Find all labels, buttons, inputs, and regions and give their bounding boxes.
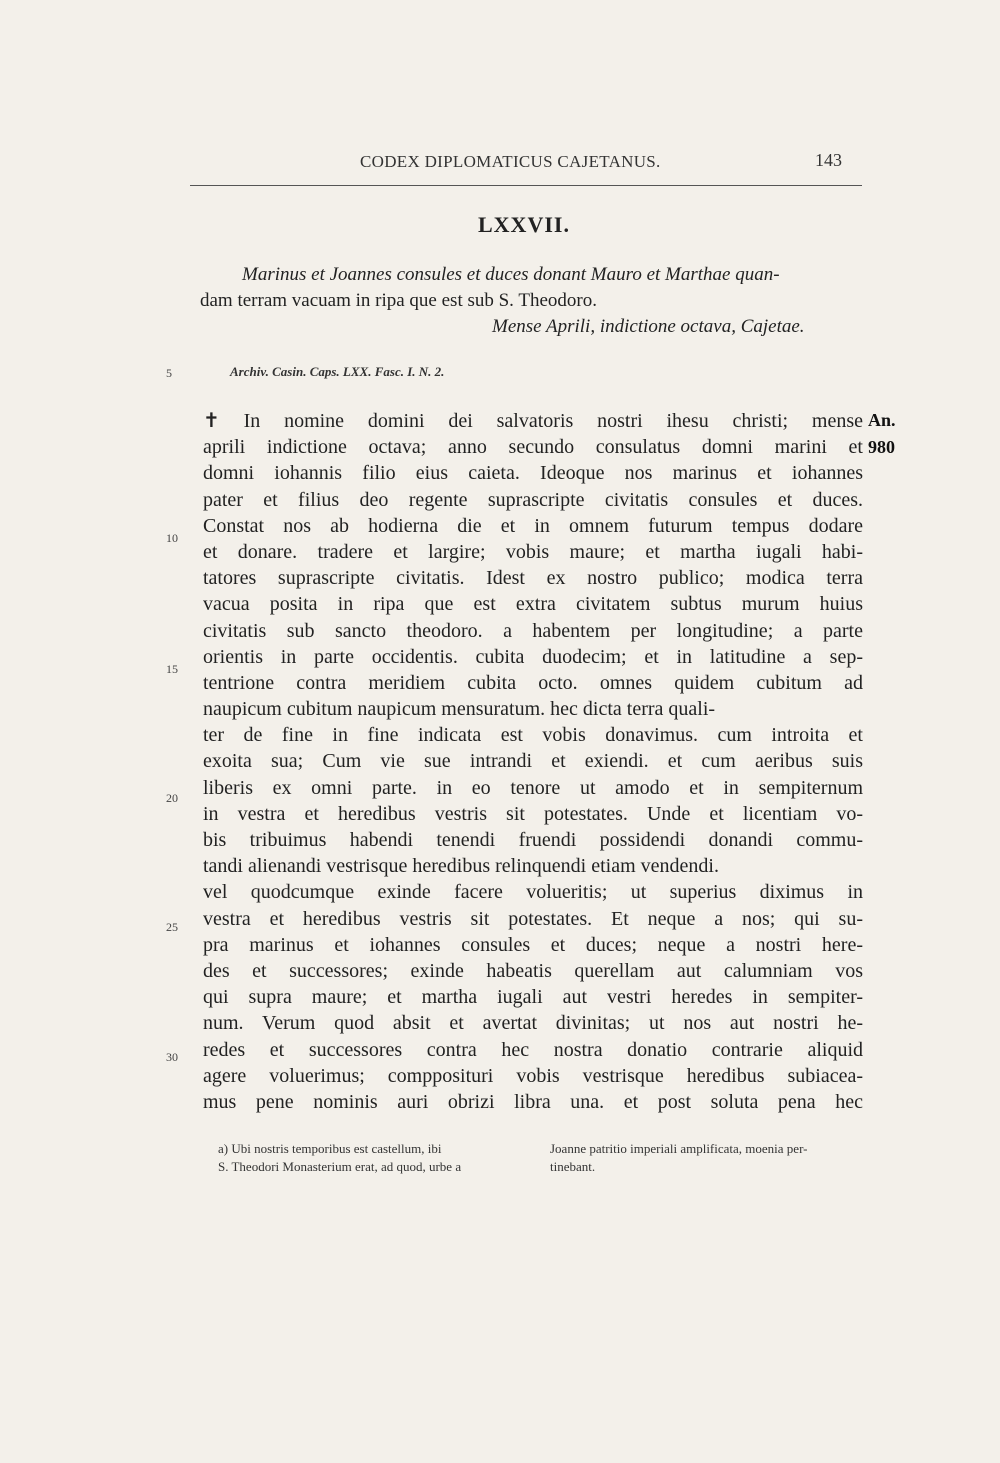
body-line: tandi alienandi vestrisque heredibus relinquendi etiam vendendi. [203,855,719,878]
document-summary [200,262,840,340]
footnote-right [550,1140,865,1176]
body-line: agere voluerimus; compposituri vobis vestrisque heredibus subiacea- [203,1064,863,1087]
margin-note-year: 980 [868,437,895,457]
body-line: domni iohannis filio eius caieta. Ideoque nos marinus et iohannes [203,462,863,485]
footnote-left [218,1140,528,1176]
summary-line: dam terram vacuam in ripa que est sub S. Theodoro. [200,290,597,311]
line-number: 10 [166,531,178,545]
body-line: des et successores; exinde habeatis querellam aut calumniam vos [203,959,863,982]
body-line: ✝ In nomine domini dei salvatoris nostri ihesu christi; mense [203,410,863,432]
body-line: Constat nos ab hodierna die et in omnem futurum tempus dodare [203,514,863,537]
body-line: mus pene nominis auri obrizi libra una. et post soluta pena hec [203,1090,863,1113]
line-number: 20 [166,791,178,805]
footnote-line: tinebant. [550,1159,596,1174]
body-line: redes et successores contra hec nostra donatio contrarie aliquid [203,1038,863,1061]
body-line: exoita sua; Cum vie sue intrandi et exiendi. et cum aeribus suis [203,750,863,773]
body-line: vestra et heredibus vestris sit potestates. Et neque a nos; qui su- [203,907,863,930]
body-line: et donare. tradere et largire; vobis maure; et martha iugali habi- [203,540,863,563]
body-line: tatores suprascripte civitatis. Idest ex nostro publico; modica terra [203,567,863,590]
line-number: 15 [166,662,178,676]
body-line: num. Verum quod absit et avertat divinitas; ut nos aut nostri he- [203,1012,863,1035]
body-line: aprili indictione octava; anno secundo consulatus domni marini et [203,436,863,459]
line-number: 25 [166,920,178,934]
body-line: civitatis sub sancto theodoro. a habentem per longitudine; a parte [203,619,863,642]
body-line: vacua posita in ripa que est extra civitatem subtus murum huius [203,593,863,616]
body-line: orientis in parte occidentis. cubita duodecim; et in latitudine a sep- [203,645,863,668]
page-number: 143 [815,150,842,170]
line-number: 5 [166,366,172,380]
summary-line-date: Mense Aprili, indictione octava, Cajetae. [492,316,805,337]
body-line: bis tribuimus habendi tenendi fruendi possidendi donandi commu- [203,829,863,851]
body-line: tentrione contra meridiem cubita octo. omnes quidem cubitum ad [203,671,863,694]
document-body [203,408,863,1115]
body-line: naupicum cubitum naupicum mensuratum. hec dicta terra quali- [203,698,716,721]
document-number: LXXVII. [478,212,570,237]
body-line: pater et filius deo regente suprascripte civitatis consules et duces. [203,488,863,511]
body-line: ter de fine in fine indicata est vobis donavimus. cum introita et [203,724,863,747]
body-line: pra marinus et iohannes consules et duces; neque a nostri here- [203,933,863,956]
header-rule [190,185,862,186]
running-header-title: CODEX DIPLOMATICUS CAJETANUS. [360,152,661,171]
body-line: liberis ex omni parte. in eo tenore ut amodo et in sempiternum [203,776,863,799]
body-line: in vestra et heredibus vestris sit potestates. Unde et licentiam vo- [203,802,863,825]
body-line: vel quodcumque exinde facere volueritis; ut superius diximus in [203,881,863,904]
footnote-line: Joanne patritio imperiali amplificata, moenia per- [550,1141,808,1156]
summary-line: Marinus et Joannes consules et duces donant Mauro et Marthae quan- [242,264,780,285]
archive-reference: Archiv. Casin. Caps. LXX. Fasc. I. N. 2. [230,364,445,379]
margin-note-anno: An. [868,410,896,430]
line-number: 30 [166,1050,178,1064]
footnote-line: S. Theodori Monasterium erat, ad quod, urbe a [218,1159,462,1174]
body-line: qui supra maure; et martha iugali aut vestri heredes in sempiter- [203,986,863,1009]
footnote-line: a) Ubi nostris temporibus est castellum, ibi [218,1141,442,1156]
